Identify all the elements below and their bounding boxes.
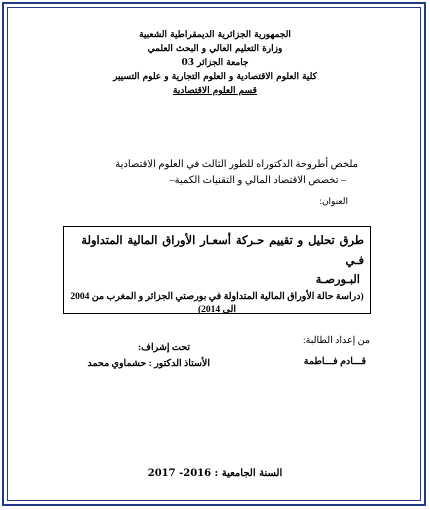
title-label: العنوان:: [319, 196, 348, 206]
summary-line: ملخص أطروحة الدكتوراه للطور الثالث في العلوم الاقتصادية: [115, 159, 358, 170]
ministry-line: وزارة التعليم العالي و البحث العلمي: [147, 44, 283, 54]
institution-header: [20, 28, 410, 98]
thesis-subtitle: (دراسة حالة الأوراق المالية المتداولة في بورصتي الجزائر و المغرب من 2004 الى 2014): [70, 292, 364, 315]
thesis-summary: [38, 157, 358, 189]
department-line: قسم العلوم الاقتصادية: [173, 86, 257, 96]
academic-year: السنة الجامعية : 2016- 2017: [147, 468, 283, 479]
thesis-title: طرق تحليل و تقييم حـركة أسعـار الأوراق المالية المتداولة فـي: [81, 235, 364, 267]
faculty-line: كلية العلوم الاقتصادية و العلوم التجارية و علوم التسيير: [113, 72, 317, 82]
supervisor-name: الأستاذ الدكتور : حشماوي محمد: [87, 359, 210, 369]
university-line: جامعة الجزائر 03: [181, 58, 249, 68]
specialty-line: – تخصص الاقتصاد المالي و التقنيات الكمية–: [169, 175, 346, 186]
republic-line: الجمهورية الجزائرية الديمقراطية الشعبية: [139, 30, 291, 40]
supervision-label: تحت إشراف:: [138, 343, 190, 353]
student-name: قـــادم فـــاطمة: [303, 357, 366, 367]
prepared-by-label: من إعداد الطالبة:: [303, 336, 370, 346]
thesis-title-box: [63, 226, 371, 314]
thesis-title-continued: البـورصـة: [315, 274, 360, 286]
